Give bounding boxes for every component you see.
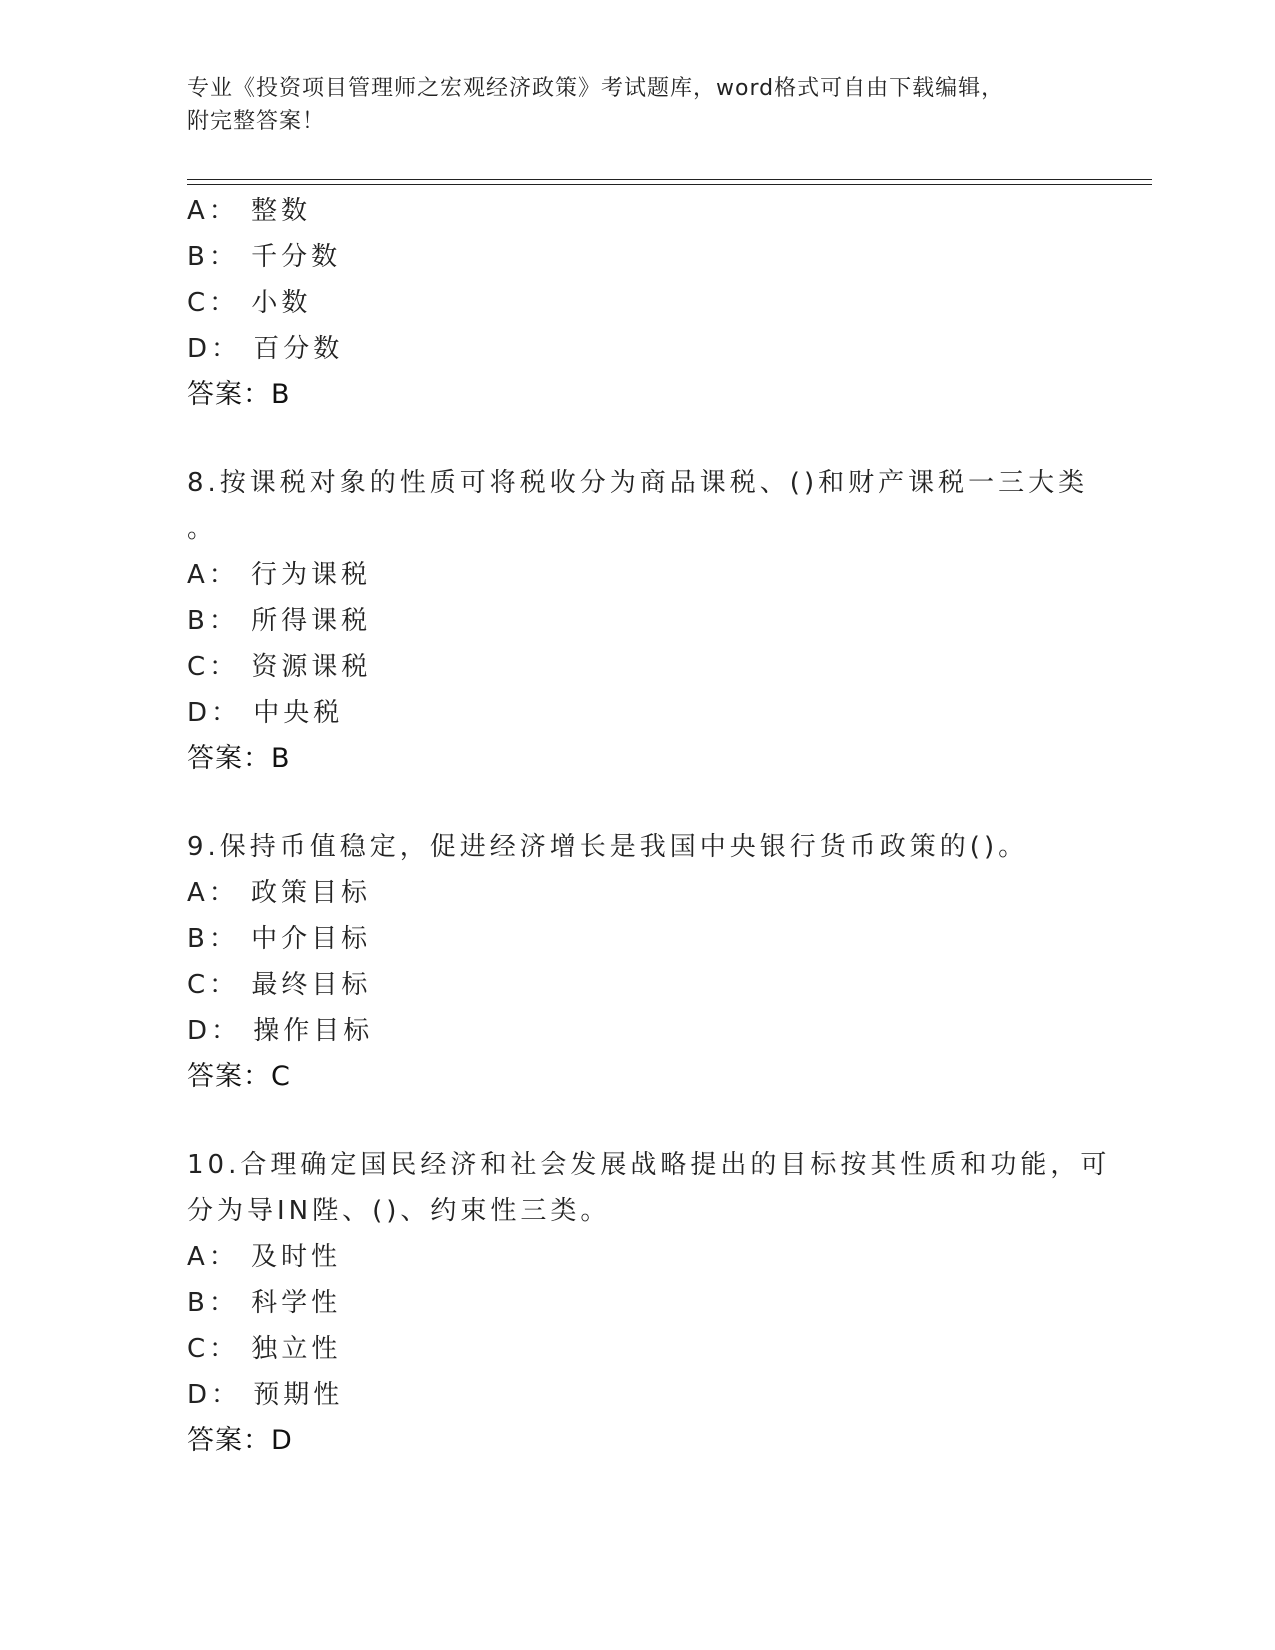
option-a: A： 行为课税 bbox=[187, 560, 372, 590]
header-line-1: 专业《投资项目管理师之宏观经济政策》考试题库，word格式可自由下载编辑， bbox=[187, 76, 1005, 101]
question-7 bbox=[187, 188, 1087, 418]
option-d: D： 中央税 bbox=[187, 698, 344, 728]
option-c: C： 独立性 bbox=[187, 1334, 342, 1364]
header-divider-top bbox=[187, 179, 1152, 180]
option-c: C： 最终目标 bbox=[187, 970, 372, 1000]
question-stem-line-1: 10.合理确定国民经济和社会发展战略提出的目标按其性质和功能，可 bbox=[187, 1150, 1111, 1180]
question-stem-line-2: 分为导IN陛、()、约束性三类。 bbox=[187, 1196, 611, 1226]
option-a: A： 整数 bbox=[187, 196, 312, 226]
answer-line: 答案：B bbox=[187, 379, 291, 410]
option-d: D： 操作目标 bbox=[187, 1016, 374, 1046]
option-b: B： 中介目标 bbox=[187, 924, 372, 954]
question-stem-line-2: 。 bbox=[187, 514, 218, 544]
question-stem-line-1: 9.保持币值稳定，促进经济增长是我国中央银行货币政策的()。 bbox=[187, 832, 1029, 862]
option-d: D： 百分数 bbox=[187, 334, 344, 364]
answer-line: 答案：D bbox=[187, 1425, 293, 1456]
option-d: D： 预期性 bbox=[187, 1380, 344, 1410]
option-c: C： 小数 bbox=[187, 288, 312, 318]
question-9 bbox=[187, 824, 1087, 1100]
document-header bbox=[187, 72, 1087, 138]
option-a: A： 及时性 bbox=[187, 1242, 342, 1272]
question-stem-line-1: 8.按课税对象的性质可将税收分为商品课税、()和财产课税一三大类 bbox=[187, 468, 1089, 498]
option-b: B： 科学性 bbox=[187, 1288, 342, 1318]
option-a: A： 政策目标 bbox=[187, 878, 372, 908]
option-c: C： 资源课税 bbox=[187, 652, 372, 682]
option-b: B： 千分数 bbox=[187, 242, 342, 272]
question-10 bbox=[187, 1142, 1111, 1464]
answer-line: 答案：B bbox=[187, 743, 291, 774]
header-divider-bottom bbox=[187, 184, 1152, 185]
answer-line: 答案：C bbox=[187, 1061, 291, 1092]
header-line-2: 附完整答案！ bbox=[187, 109, 326, 134]
question-8 bbox=[187, 460, 1087, 782]
option-b: B： 所得课税 bbox=[187, 606, 372, 636]
question-list bbox=[187, 188, 1111, 1464]
